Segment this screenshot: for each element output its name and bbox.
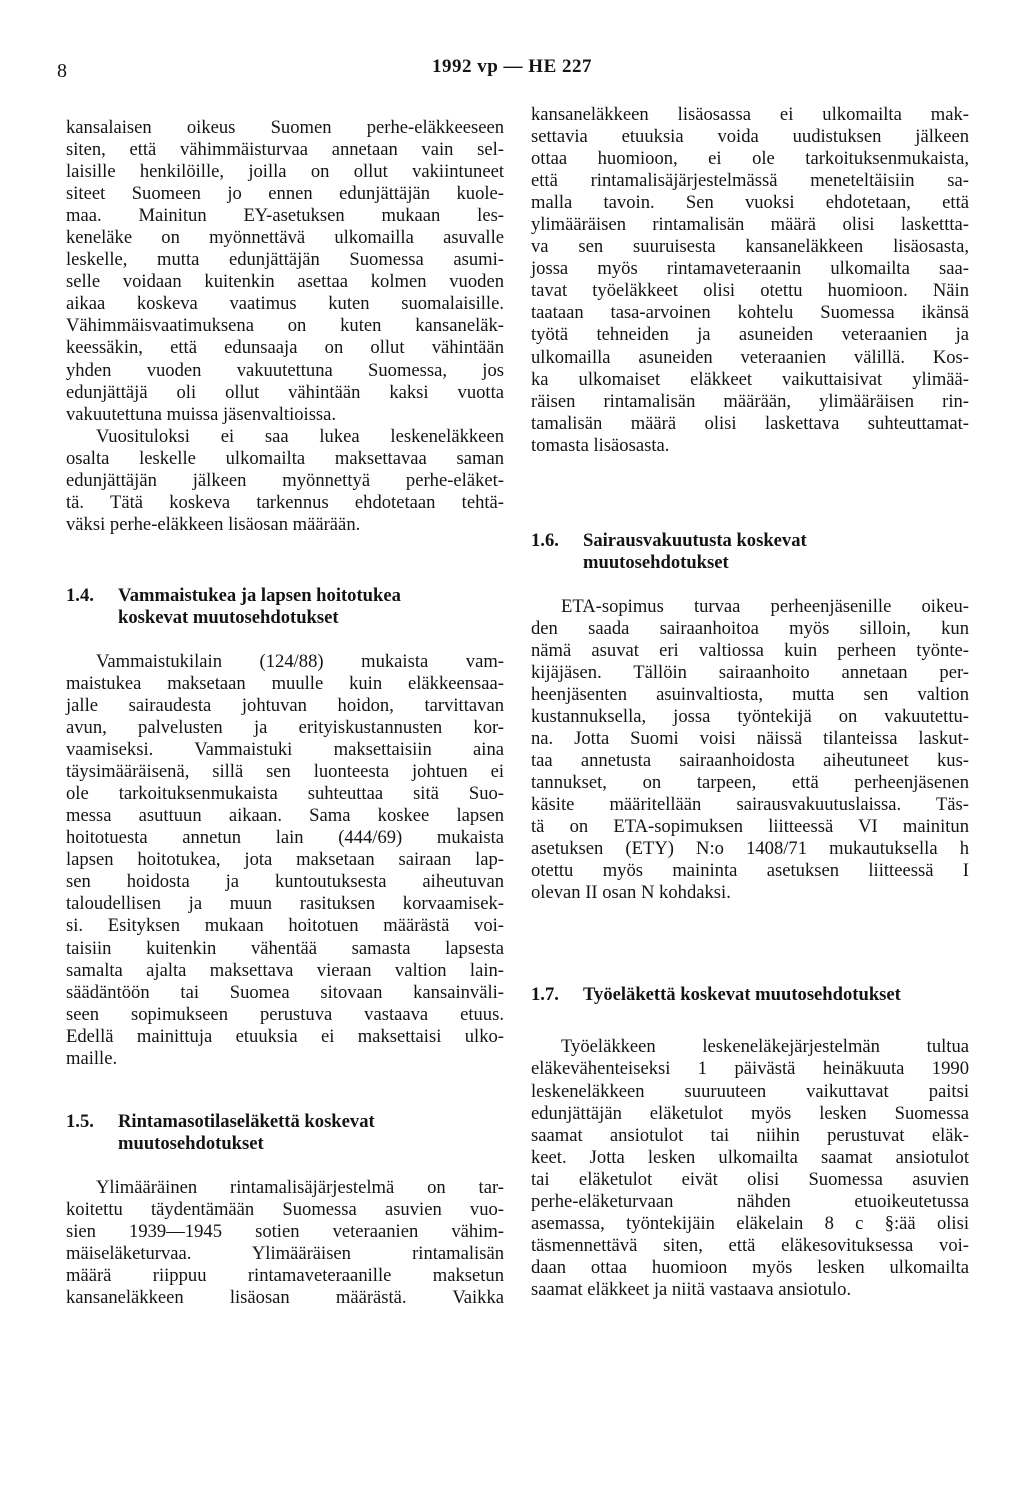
section-number: 1.4.: [66, 584, 94, 606]
text-line: aikaa koskeva vaatimus kuten suomalaisille.: [66, 293, 504, 315]
text-line: kansalaisen oikeus Suomen perhe-eläkkeeseen: [66, 117, 504, 138]
text-line: keneläke on myönnettävä ulkomailla asuvalle: [66, 227, 504, 249]
text-line: tomasta lisäosasta.: [531, 434, 670, 456]
text-line: otettu myös maininta asetuksen liitteessä I: [531, 860, 969, 882]
text-line: maa. Mainitun EY-asetuksen mukaan les-: [66, 205, 504, 227]
section-title-line: muutosehdotukset: [583, 551, 729, 573]
left-para2: [66, 426, 504, 536]
text-line: keessäkin, että edunsaaja on ollut vähintään: [66, 337, 504, 359]
page-number: 8: [57, 60, 67, 82]
text-line: kansaneläkkeen lisäosassa ei ulkomailta mak-: [531, 104, 969, 125]
text-line: kustannuksella, jossa työntekijä on vakuutettu-: [531, 705, 969, 727]
text-line: edunjättäjä oli ollut vähintään kaksi vuotta: [66, 381, 504, 403]
section-heading-1-4: [66, 585, 504, 629]
text-line: täsmennettävä siten, että eläkesovituksessa voi-: [531, 1234, 969, 1256]
section-body-1-4: [66, 651, 504, 1070]
text-line: saamat ansiotulot tai niihin perustuvat eläk-: [531, 1124, 969, 1146]
text-line: eläkevähenteiseksi 1 päivästä heinäkuuta 1990: [531, 1058, 969, 1080]
text-line: Vammaistukilain (124/88) mukaista vam-: [96, 650, 504, 672]
text-line: ka ulkomaiset eläkkeet vaikuttaisivat ylimää-: [531, 368, 969, 390]
text-line: messa asuttuun aikaan. Sama koskee lapsen: [66, 805, 504, 827]
text-line: va sen suuruisesta kansaneläkkeen lisäosasta,: [531, 236, 969, 258]
section-body-1-7: [531, 1036, 969, 1301]
section-body-1-6: [531, 596, 969, 905]
text-line: perhe-eläketurvaan nähden etuoikeutetussa: [531, 1190, 969, 1212]
text-line: täysimääräisenä, sillä sen luonteesta johtuen ei: [66, 761, 504, 783]
text-line: den saada sairaanhoitoa myös silloin, kun: [531, 617, 969, 639]
text-line: kansaneläkkeen lisäosan määrästä. Vaikka: [66, 1287, 504, 1309]
text-line: kijäjäsen. Tällöin sairaanhoito annetaan per-: [531, 661, 969, 683]
text-line: hoitotuesta annetun lain (444/69) mukaista: [66, 827, 504, 849]
section-title-line: Vammaistukea ja lapsen hoitotukea: [118, 584, 401, 606]
text-line: työtä tehneiden ja asuneiden veteraanien ja: [531, 324, 969, 346]
text-line: ulkomailla asuneiden veteraanien välillä. Kos-: [531, 346, 969, 368]
text-line: leskeneläkkeen suuruuteen vaikuttavat paitsi: [531, 1080, 969, 1102]
text-line: määrä riippuu rintamaveteraanille maksetun: [66, 1264, 504, 1286]
section-title-line: Rintamasotilaseläkettä koskevat: [118, 1110, 375, 1132]
section-number: 1.6.: [531, 529, 559, 551]
text-line: Vähimmäisvaatimuksena on kuten kansaneläk-: [66, 315, 504, 337]
left-intro-paragraph: [66, 117, 504, 426]
text-line: ylimääräisen rintamalisän määrä olisi laskettta-: [531, 214, 969, 236]
text-line: vakuutettuna muissa jäsenvaltioissa.: [66, 403, 337, 425]
section-title: [118, 585, 401, 629]
text-line: edunjättäjän eläketulot myös lesken Suomessa: [531, 1102, 969, 1124]
text-line: taataan tasa-arvoinen kohtelu Suomessa ikänsä: [531, 302, 969, 324]
text-line: räisen rintamalisän määrään, ylimääräisen rin-: [531, 390, 969, 412]
text-line: ETA-sopimus turvaa perheenjäsenille oikeu-: [561, 595, 969, 617]
text-line: selle voidaan kuitenkin asettaa kolmen vuoden: [66, 271, 504, 293]
section-heading-1-5: [66, 1111, 504, 1155]
text-line: laisille henkilöille, joilla on ollut vakiintuneet: [66, 161, 504, 183]
section-title-line: Sairausvakuutusta koskevat: [583, 529, 807, 551]
text-line: yhden vuoden vakuutettuna Suomessa, jos: [66, 359, 504, 381]
running-header: 1992 vp — HE 227: [431, 56, 593, 77]
text-line: ottaa huomioon, ei ole tarkoituksenmukaista,: [531, 148, 969, 170]
text-line: taisiin kuitenkin vähentää samasta lapsesta: [66, 937, 504, 959]
text-line: tavat työeläkkeet olisi otettu huomioon. Näin: [531, 280, 969, 302]
section-title-line: Työeläkettä koskevat muutosehdotukset: [583, 984, 901, 1006]
text-line: väksi perhe-eläkkeen lisäosan määrään.: [66, 513, 361, 535]
text-line: si. Esityksen mukaan hoitotuen määrästä voi-: [66, 915, 504, 937]
text-line: siten, että vähimmäisturvaa annetaan vain sel-: [66, 139, 504, 161]
section-heading-1-7: [531, 984, 969, 1006]
text-line: na. Jotta Suomi voisi näissä tilanteissa laskut-: [531, 728, 969, 750]
section-title: [118, 1111, 375, 1155]
section-title-line: koskevat muutosehdotukset: [118, 606, 339, 628]
text-line: säädäntöön tai Suomea sitovaan kansainväli-: [66, 981, 504, 1003]
text-line: keet. Jotta lesken ulkomailta saamat ansiotulot: [531, 1146, 969, 1168]
text-line: samalta ajalta maksettava vieraan valtion lain-: [66, 959, 504, 981]
text-line: siteet Suomeen jo ennen edunjättäjän kuole-: [66, 183, 504, 205]
text-line: malla tavoin. Sen vuoksi ehdotetaan, että: [531, 192, 969, 214]
text-line: lapsen hoitotukea, jota maksetaan sairaan lap-: [66, 849, 504, 871]
section-heading-1-6: [531, 530, 969, 574]
text-line: saamat eläkkeet ja niitä vastaava ansiotulo.: [531, 1278, 852, 1300]
text-line: Työeläkkeen leskeneläkejärjestelmän tultua: [561, 1036, 969, 1058]
text-line: taa annetusta sairaanhoidosta aiheutuneet kus-: [531, 750, 969, 772]
text-line: edunjättäjän jälkeen myönnettyä perhe-eläket-: [66, 469, 504, 491]
text-line: maistukea maksetaan muulle kuin eläkkeensaa-: [66, 672, 504, 694]
text-line: seen sopimukseen perustuva vastaava etuus.: [66, 1003, 504, 1025]
text-line: daan ottaa huomioon myös lesken ulkomailta: [531, 1256, 969, 1278]
text-line: osalta leskelle ulkomailta maksettavaa saman: [66, 447, 504, 469]
text-line: jalle sairaudesta johtuvan hoidon, tarvittavan: [66, 694, 504, 716]
text-line: että rintamalisäjärjestelmässä meneteltäisiin sa-: [531, 170, 969, 192]
text-line: nämä asuvat eri valtiossa kuin perheen työnte-: [531, 639, 969, 661]
text-line: tä. Tätä koskeva tarkennus ehdotetaan tehtä-: [66, 491, 504, 513]
text-line: tannukset, on tarpeen, että perheenjäsenen: [531, 772, 969, 794]
text-line: sien 1939—1945 sotien veteraanien vähim-: [66, 1220, 504, 1242]
text-line: asetuksen (ETY) N:o 1408/71 mukautuksella h: [531, 838, 969, 860]
text-line: mäiseläketurvaa. Ylimääräisen rintamalisän: [66, 1242, 504, 1264]
section-body-1-5: [66, 1177, 504, 1309]
text-line: Edellä mainittuja etuuksia ei maksettaisi ulko-: [66, 1025, 504, 1047]
right-intro-paragraph: [531, 104, 969, 457]
section-title: [583, 530, 807, 574]
section-number: 1.7.: [531, 984, 559, 1006]
text-line: käsite määritellään sairausvakuutuslaissa. Täs-: [531, 794, 969, 816]
text-line: taloudellisen ja muun rasituksen korvaamisek-: [66, 893, 504, 915]
section-number: 1.5.: [66, 1110, 94, 1132]
right-column: [531, 104, 969, 1301]
text-line: tai eläketulot eivät olisi Suomessa asuvien: [531, 1168, 969, 1190]
text-line: jossa myös rintamaveteraanin ulkomailta saa-: [531, 258, 969, 280]
text-line: Ylimääräinen rintamalisäjärjestelmä on tar-: [96, 1176, 504, 1198]
section-title: [583, 984, 901, 1006]
text-line: koitettu täydentämään Suomessa asuvien vuo-: [66, 1198, 504, 1220]
text-line: leskelle, mutta edunjättäjän Suomessa asumi-: [66, 249, 504, 271]
text-line: heenjäsenten asuinvaltiosta, mutta sen valtion: [531, 683, 969, 705]
left-column: [66, 117, 504, 1309]
text-line: tamalisän määrä olisi laskettava suhteuttamat-: [531, 412, 969, 434]
section-title-line: muutosehdotukset: [118, 1132, 264, 1154]
text-line: avun, palvelusten ja erityiskustannusten kor-: [66, 717, 504, 739]
text-line: sen hoidosta ja kuntoutuksesta aiheutuvan: [66, 871, 504, 893]
text-line: Vuosituloksi ei saa lukea leskeneläkkeen: [96, 425, 504, 447]
text-line: settavia etuuksia voida uudistuksen jälkeen: [531, 126, 969, 148]
text-line: maille.: [66, 1047, 118, 1069]
text-line: ole tarkoituksenmukaista suhteuttaa sitä Suo-: [66, 783, 504, 805]
text-line: vaamiseksi. Vammaistuki maksettaisiin aina: [66, 739, 504, 761]
text-line: olevan II osan N kohdaksi.: [531, 882, 731, 904]
text-line: asemassa, työntekijäin eläkelain 8 c §:ää olisi: [531, 1212, 969, 1234]
text-line: tä on ETA-sopimuksen liitteessä VI mainitun: [531, 816, 969, 838]
